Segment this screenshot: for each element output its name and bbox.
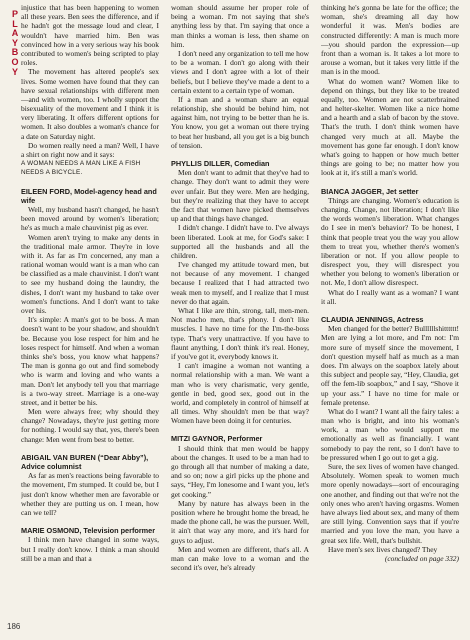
- paragraph: Men and women are different, that's all. A man can make love to a woman and the second it's over, he's already: [171, 544, 309, 573]
- magazine-masthead: [8, 10, 22, 77]
- masthead-letter: A: [11, 28, 19, 39]
- paragraph: I didn't change. I didn't have to. I've always been liberated. Look at me, for God's sake: I supported all the husbands and all the children.: [171, 223, 309, 260]
- paragraph: Men don't want to admit that they've had to change. They don't want to admit they were ever unfair. But they were. Men are hedging, but they're realizing that they have to accept the fact that women have picked themselves up and that things have changed.: [171, 168, 309, 224]
- speaker-heading: BIANCA JAGGER, Jet setter: [321, 186, 419, 196]
- page-number: 186: [7, 622, 21, 631]
- paragraph: What do I really want as a woman? I want it all.: [321, 287, 459, 306]
- masthead-letter: Y: [11, 37, 18, 48]
- shirt-slogan: A WOMAN NEEDS A MAN LIKE A FISH NEEDS A BICYCLE.: [21, 160, 141, 177]
- continuation-note: (concluded on page 332): [384, 553, 459, 563]
- masthead-letter: O: [11, 56, 19, 67]
- paragraph: It's simple: A man's got to be boss. A man doesn't want to be your shadow, and shouldn't be. Because you lose respect for him and he loses respect for himself. And when a woman thinks she's boss, you know what happens? The man is gonna go out and find somebody who is warm and loving and who wants a man. Don't let anybody tell you that marriage is a two-way street. Marriage is a one-way street, and it better be his.: [21, 315, 159, 407]
- masthead-letter: B: [11, 47, 19, 58]
- paragraph: The movement has altered people's sex lives. Some women have found that they can have sexual relationships with different men—and with women, too. I wholly support the bisexuality of the movement and I think it is very liberating. It offers different options for women. It also doubles a woman's chance for a date on Saturday night.: [21, 67, 159, 141]
- paragraph: Men were always free; why should they change? Nowadays, they're just getting more for nothing. I would say that, yes, there's been change: Men went from best to better.: [21, 407, 159, 444]
- paragraph-continued: thinking he's gonna be late for the office; the woman, she's dreaming all day how wonderful it was. Men's bodies are constructed differently: A man is much more—you should pardon the expression—up front than a woman is. It takes a lot more to arouse a woman, but it takes very little if the man is in the mood.: [321, 3, 459, 77]
- paragraph: I don't need any organization to tell me how to be a woman. I don't go along with their views and I don't agree with a lot of their beliefs, but I believe they've made a dent to a certain extent to a certain type of woman.: [171, 48, 309, 95]
- masthead-letter: P: [11, 9, 18, 19]
- paragraph: As far as men's reactions being favorable to the movement, I'm stumped. It could be, but I just don't know whether men are favorable or whether they are putting us on. I mean, how can we tell?: [21, 471, 159, 517]
- paragraph: I should think that men would be happy about the changes. It used to be a man had to go through all that number of making a date, and so on; now a girl picks up the phone and says, “Hey, I'm lonesome and I want you, let's get cooking.”: [171, 443, 309, 499]
- article-column-3: [321, 3, 459, 635]
- speaker-heading: MITZI GAYNOR, Performer: [171, 434, 263, 444]
- paragraph: If a man and a woman share an equal relationship, she should be behind him, not against him, not trying to be better than he is. You know, you get a woman out there trying to beat her husband, all you get is a big bunch of tension.: [171, 94, 309, 150]
- paragraph: Well, my husband hasn't changed, he hasn't been moved around by women's liberation; he's as much a male chauvinist pig as ever.: [21, 204, 159, 233]
- speaker-heading: ABIGAIL VAN BUREN (“Dear Abby”), Advice columnist: [21, 452, 149, 472]
- speaker-heading: PHYLLIS DILLER, Comedian: [171, 159, 270, 168]
- speaker-heading: MARIE OSMOND, Television performer: [21, 526, 156, 536]
- paragraph: Things are changing. Women's education is changing. Change, not liberation; I don't like the words women's liberation. What changes do I see in men's behavior? To be honest, I think that people treat you the way you allow them to treat you, whether there's women's liberation or not. If you allow people to disrespect you, they will disrespect you whether you belong to women's liberation or not. Me, I don't allow disrespect.: [321, 195, 459, 288]
- paragraph: What do I want? I want all the fairy tales: a man who is bright, and into his woman's work, a man who would support me emotionally as well as financially. I want somebody to pay the rent, so I don't have to be pressured when I go out to get a gig.: [321, 406, 459, 462]
- speaker-heading: CLAUDIA JENNINGS, Actress: [321, 315, 424, 325]
- paragraph: I think men have changed in some ways, but I really don't know. I think a man should still be a man and that a: [21, 535, 159, 563]
- paragraph: Many by nature has always been in the position where he brought home the bread, he made the phone call, he was the pursuer. Well, it ain't that way any more, and it's hard for guys to adjust.: [171, 498, 309, 545]
- paragraph: What do women want? Women like to depend on things, but they like to be treated equally, too. Women are not scatterbrained and helter-skelter. Women like a nice home and a hearth and a slab of bacon by the stove. That's the truth. I don't think women have changed very much at all. Maybe the movement has gone far enough. I don't know what's going to happen or how much better things are going to be; no matter how you look at it, it's still a man's world.: [321, 76, 459, 178]
- paragraph: Do women really need a man? Well, I have a shirt on right now and it says:: [21, 140, 159, 159]
- paragraph: Men changed for the better? Bullllllshitttttt! Men are lying a lot more, and I'm not: I'm more sure of myself since the movement, I don't question myself half as much as a man does. I'm always on the soapbox lately about this subject and people say, “Hey, Claudia, get off the fem-lib soapbox,” and I say, “Shove it up your ass.” I have no time for male or female pretense.: [321, 324, 459, 407]
- masthead-letter: L: [12, 18, 18, 29]
- paragraph: I can't imagine a woman not wanting a normal relationship with a man. We want a man who is very charismatic, very gentle, gentle in bed, good sex, good out in the world, and completely in control of himself at all times. Why shouldn't men be that way? Women have been doing it for centuries.: [171, 361, 309, 426]
- article-column-1: [21, 3, 159, 635]
- paragraph: Have men's sex lives changed? They: [328, 544, 438, 554]
- paragraph-continued: injustice that has been happening to women all these years. Ben sees the difference, and if he hadn't got the message loud and clear, I wouldn't have married him. Ben was convinced how in a very serious way his book contributed to women's being scripted to play roles.: [21, 3, 159, 68]
- paragraph: Women aren't trying to make any dents in the traditional male armor. They're in love with it. As far as I'm concerned, any man a rational woman would want is a man who can be classified as a male chauvinist. I don't want to see my husband doing the laundry, the dishes, I don't want my husband to take over women's functions. And I don't want to take over his.: [21, 232, 159, 316]
- paragraph: What I like are thin, strong, tall, men-men. Not macho men, that's phony. I don't like muscles. I have no time for the I'm-the-boss type. That's very unattractive. If you have to flaunt anything, I don't think it's real. Honey, if you've got it, everybody knows it.: [171, 306, 309, 361]
- paragraph-continued: woman should assume her proper role of being a woman. I'm not saying that she's anything less by that. I'm saying that once a man thinks a woman is less, then shame on him.: [171, 3, 309, 49]
- paragraph: I've changed my attitude toward men, but not because of any movement. I changed because I realized that I had attracted two weak men to myself, and I realize that I must never do that again.: [171, 260, 309, 306]
- article-column-2: [171, 3, 309, 635]
- left-rail: [4, 0, 20, 640]
- masthead-letter: Y: [11, 66, 18, 77]
- paragraph: Sure, the sex lives of women have changed. Absolutely. Women speak to women much more openly nowadays—sort of encouraging one another, and finding out that we're not the only ones who aren't having orgasms. Women have always lied about sex, and many of them are still lying. Convention says that if you're married and you love the man, you have a great sex life. Well, that's bullshit.: [321, 462, 459, 545]
- speaker-heading: EILEEN FORD, Model-agency head and wife: [21, 186, 157, 205]
